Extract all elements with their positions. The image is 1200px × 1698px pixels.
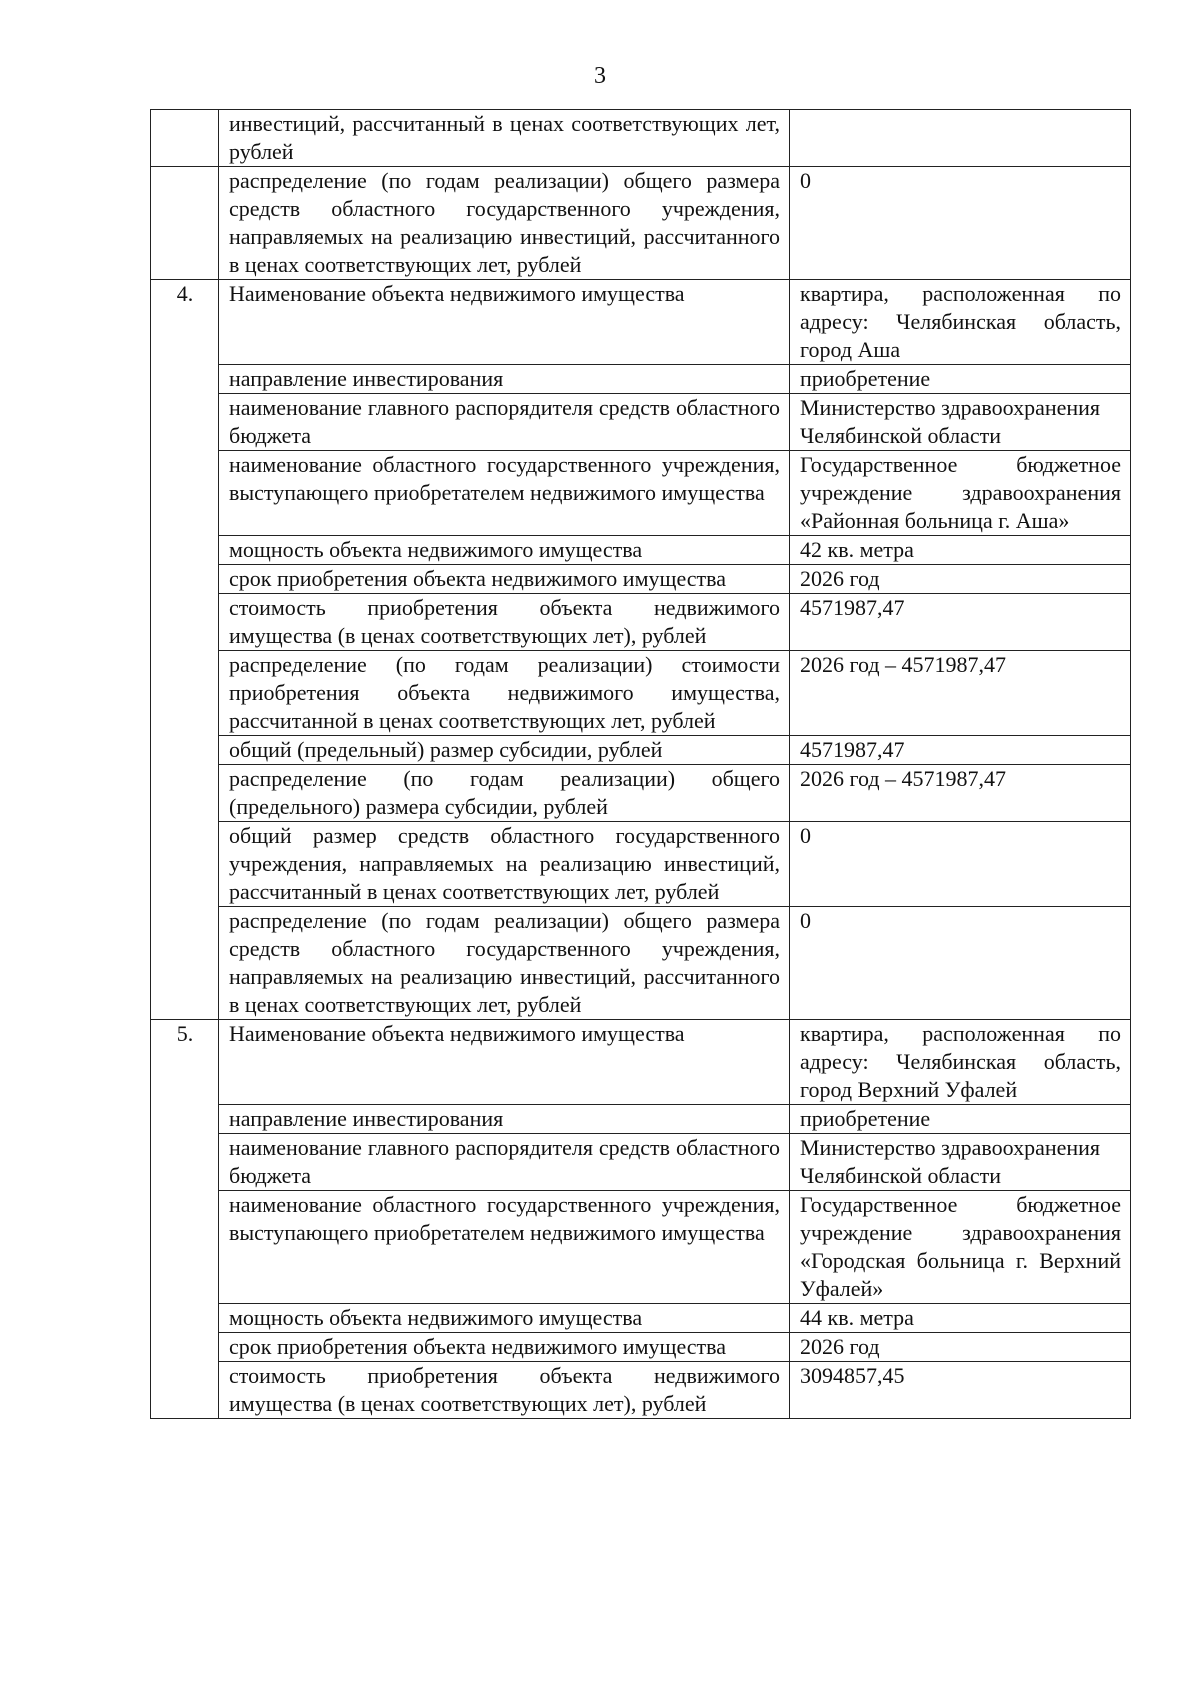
row-label: срок приобретения объекта недвижимого имущества bbox=[219, 565, 790, 594]
row-label: инвестиций, рассчитанный в ценах соответствующих лет, рублей bbox=[219, 110, 790, 167]
row-label: общий размер средств областного государственного учреждения, направляемых на реализацию инвестиций, рассчитанный в ценах соответствующих лет, рублей bbox=[219, 822, 790, 907]
row-value: 2026 год – 4571987,47 bbox=[790, 765, 1131, 822]
table-row bbox=[151, 765, 1131, 822]
row-value: 44 кв. метра bbox=[790, 1304, 1131, 1333]
row-label: распределение (по годам реализации) общего размера средств областного государственного учреждения, направляемых на реализацию инвестиций, рассчитанного в ценах соответствующих лет, рублей bbox=[219, 167, 790, 280]
row-value: приобретение bbox=[790, 365, 1131, 394]
row-number: 4. bbox=[151, 280, 219, 1020]
row-label: направление инвестирования bbox=[219, 1105, 790, 1134]
table-row bbox=[151, 394, 1131, 451]
row-label: общий (предельный) размер субсидии, рублей bbox=[219, 736, 790, 765]
row-value bbox=[790, 110, 1131, 167]
row-value: 0 bbox=[790, 167, 1131, 280]
row-value: 4571987,47 bbox=[790, 736, 1131, 765]
row-label: распределение (по годам реализации) стоимости приобретения объекта недвижимого имущества, рассчитанной в ценах соответствующих лет, рублей bbox=[219, 651, 790, 736]
table-row bbox=[151, 1333, 1131, 1362]
row-value: 42 кв. метра bbox=[790, 536, 1131, 565]
row-value: 4571987,47 bbox=[790, 594, 1131, 651]
table-row bbox=[151, 110, 1131, 167]
row-label: мощность объекта недвижимого имущества bbox=[219, 536, 790, 565]
row-number: 5. bbox=[151, 1020, 219, 1419]
table-row bbox=[151, 565, 1131, 594]
table-row bbox=[151, 822, 1131, 907]
row-label: стоимость приобретения объекта недвижимого имущества (в ценах соответствующих лет), рублей bbox=[219, 594, 790, 651]
row-value: 2026 год bbox=[790, 1333, 1131, 1362]
row-label: Наименование объекта недвижимого имущества bbox=[219, 1020, 790, 1105]
table-row bbox=[151, 907, 1131, 1020]
row-label: стоимость приобретения объекта недвижимого имущества (в ценах соответствующих лет), рублей bbox=[219, 1362, 790, 1419]
row-label: распределение (по годам реализации) общего размера средств областного государственного учреждения, направляемых на реализацию инвестиций, рассчитанного в ценах соответствующих лет, рублей bbox=[219, 907, 790, 1020]
table-row bbox=[151, 167, 1131, 280]
row-value: 2026 год – 4571987,47 bbox=[790, 651, 1131, 736]
table-row bbox=[151, 1134, 1131, 1191]
row-number bbox=[151, 110, 219, 167]
row-label: срок приобретения объекта недвижимого имущества bbox=[219, 1333, 790, 1362]
table-row bbox=[151, 280, 1131, 365]
table-row bbox=[151, 365, 1131, 394]
row-label: наименование областного государственного учреждения, выступающего приобретателем недвижимого имущества bbox=[219, 1191, 790, 1304]
row-value: приобретение bbox=[790, 1105, 1131, 1134]
page-number: 3 bbox=[594, 63, 606, 89]
row-value: Министерство здравоохранения Челябинской области bbox=[790, 394, 1131, 451]
table-row bbox=[151, 1020, 1131, 1105]
table-row bbox=[151, 594, 1131, 651]
row-value: 3094857,45 bbox=[790, 1362, 1131, 1419]
row-label: наименование областного государственного учреждения, выступающего приобретателем недвижимого имущества bbox=[219, 451, 790, 536]
row-value: квартира, расположенная по адресу: Челябинская область, город Аша bbox=[790, 280, 1131, 365]
row-label: направление инвестирования bbox=[219, 365, 790, 394]
table-row bbox=[151, 736, 1131, 765]
row-label: наименование главного распорядителя средств областного бюджета bbox=[219, 1134, 790, 1191]
table-row bbox=[151, 451, 1131, 536]
row-value: Министерство здравоохранения Челябинской области bbox=[790, 1134, 1131, 1191]
table-row bbox=[151, 1191, 1131, 1304]
table-row bbox=[151, 536, 1131, 565]
table-row bbox=[151, 1362, 1131, 1419]
investment-table bbox=[150, 109, 1131, 1419]
row-number bbox=[151, 167, 219, 280]
row-label: распределение (по годам реализации) общего (предельного) размера субсидии, рублей bbox=[219, 765, 790, 822]
table-row bbox=[151, 1105, 1131, 1134]
row-label: наименование главного распорядителя средств областного бюджета bbox=[219, 394, 790, 451]
row-label: мощность объекта недвижимого имущества bbox=[219, 1304, 790, 1333]
row-value: квартира, расположенная по адресу: Челябинская область, город Верхний Уфалей bbox=[790, 1020, 1131, 1105]
row-value: Государственное бюджетное учреждение здравоохранения «Районная больница г. Аша» bbox=[790, 451, 1131, 536]
table-row bbox=[151, 651, 1131, 736]
row-value: 2026 год bbox=[790, 565, 1131, 594]
table-row bbox=[151, 1304, 1131, 1333]
row-value: 0 bbox=[790, 907, 1131, 1020]
row-value: Государственное бюджетное учреждение здравоохранения «Городская больница г. Верхний Уфалей» bbox=[790, 1191, 1131, 1304]
row-value: 0 bbox=[790, 822, 1131, 907]
row-label: Наименование объекта недвижимого имущества bbox=[219, 280, 790, 365]
